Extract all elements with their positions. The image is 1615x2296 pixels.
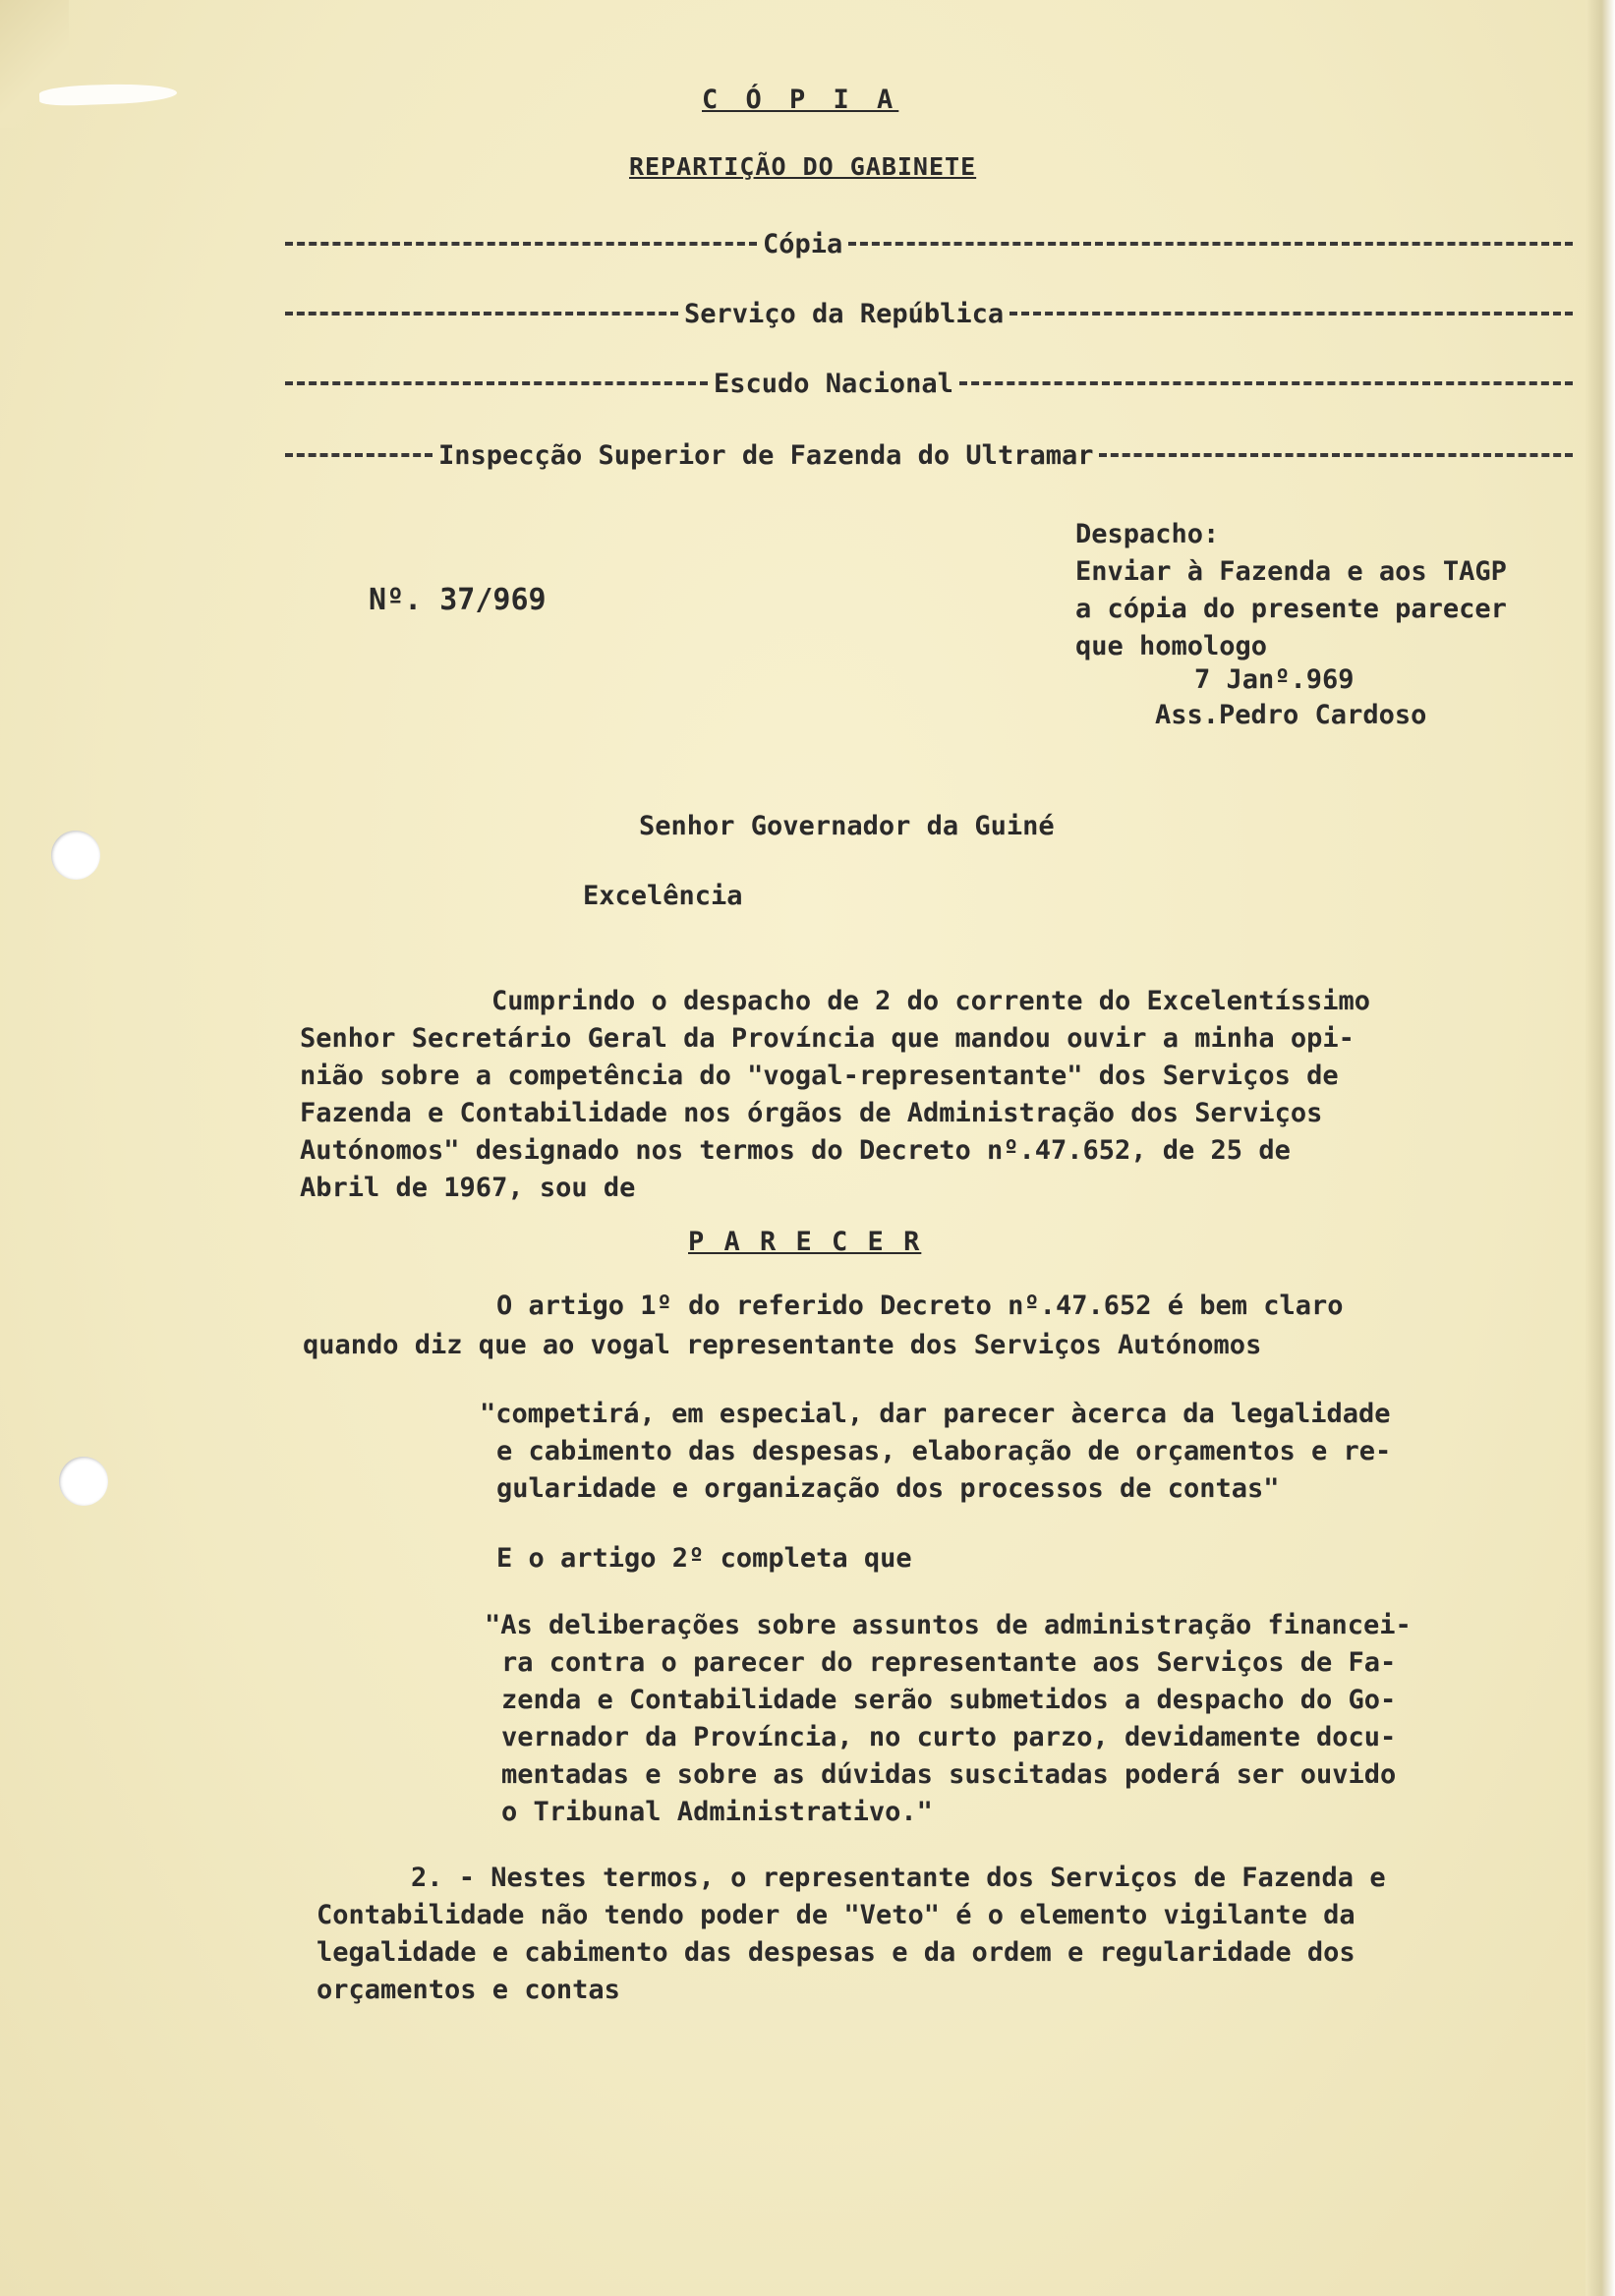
reference-number: Nº. 37/969 [369, 583, 547, 617]
section-heading: P A R E C E R [688, 1227, 922, 1257]
stamp-line-inspeccao: Inspecção Superior de Fazenda do Ultramar [285, 439, 1573, 471]
stamp-line-escudo: Escudo Nacional [285, 368, 1573, 399]
despacho-heading: Despacho: [1075, 519, 1220, 549]
quote2-line: o Tribunal Administrativo." [501, 1797, 933, 1827]
despacho-line: que homologo [1075, 631, 1268, 661]
despacho-date: 7 Janº.969 [1194, 664, 1355, 695]
punch-hole-top [51, 831, 100, 880]
stamp-line-servico: Serviço da República [285, 298, 1573, 329]
addressee: Senhor Governador da Guiné [639, 811, 1055, 841]
intro-line: Senhor Secretário Geral da Província que mandou ouvir a minha opi- [300, 1023, 1355, 1054]
quote2-line: zenda e Contabilidade serão submetidos a despacho do Go- [501, 1685, 1397, 1715]
stamp-line-copia: Cópia [285, 228, 1573, 259]
despacho-line: a cópia do presente parecer [1075, 594, 1507, 624]
quote1-line: "competirá, em especial, dar parecer àcerca da legalidade [480, 1399, 1391, 1429]
greeting: Excelência [583, 881, 743, 911]
punch-hole-bottom [59, 1457, 108, 1506]
folded-corner [0, 0, 69, 128]
intro-line: Fazenda e Contabilidade nos órgãos de Administração dos Serviços [300, 1098, 1323, 1128]
quote2-line: "As deliberações sobre assuntos de administração financei- [485, 1610, 1412, 1640]
paragraph2-line: 2. - Nestes termos, o representante dos Serviços de Fazenda e [411, 1863, 1386, 1893]
document-subtitle: REPARTIÇÃO DO GABINETE [629, 152, 977, 181]
quote1-line: gularidade e organização dos processos de contas" [496, 1473, 1280, 1504]
paragraph2-line: legalidade e cabimento das despesas e da ordem e regularidade dos [317, 1937, 1355, 1968]
article2-intro: E o artigo 2º completa que [496, 1543, 912, 1574]
quote2-line: vernador da Província, no curto parzo, devidamente docu- [501, 1722, 1397, 1752]
quote1-line: e cabimento das despesas, elaboração de orçamentos e re- [496, 1436, 1392, 1466]
article1-line: quando diz que ao vogal representante dos Serviços Autónomos [303, 1330, 1262, 1360]
paper-edge [1586, 0, 1615, 2296]
intro-line: Cumprindo o despacho de 2 do corrente do Excelentíssimo [491, 986, 1371, 1016]
intro-line: nião sobre a competência do "vogal-representante" dos Serviços de [300, 1061, 1339, 1091]
paragraph2-line: orçamentos e contas [317, 1975, 620, 2005]
document-title: C Ó P I A [702, 85, 899, 115]
quote2-line: ra contra o parecer do representante aos Serviços de Fa- [501, 1647, 1397, 1678]
intro-line: Autónomos" designado nos termos do Decreto nº.47.652, de 25 de [300, 1135, 1291, 1166]
intro-line: Abril de 1967, sou de [300, 1173, 636, 1203]
paragraph2-line: Contabilidade não tendo poder de "Veto" é o elemento vigilante da [317, 1900, 1355, 1930]
quote2-line: mentadas e sobre as dúvidas suscitadas poderá ser ouvido [501, 1759, 1397, 1790]
despacho-line: Enviar à Fazenda e aos TAGP [1075, 556, 1507, 587]
article1-line: O artigo 1º do referido Decreto nº.47.652 é bem claro [496, 1291, 1344, 1321]
despacho-signature: Ass.Pedro Cardoso [1155, 700, 1427, 730]
